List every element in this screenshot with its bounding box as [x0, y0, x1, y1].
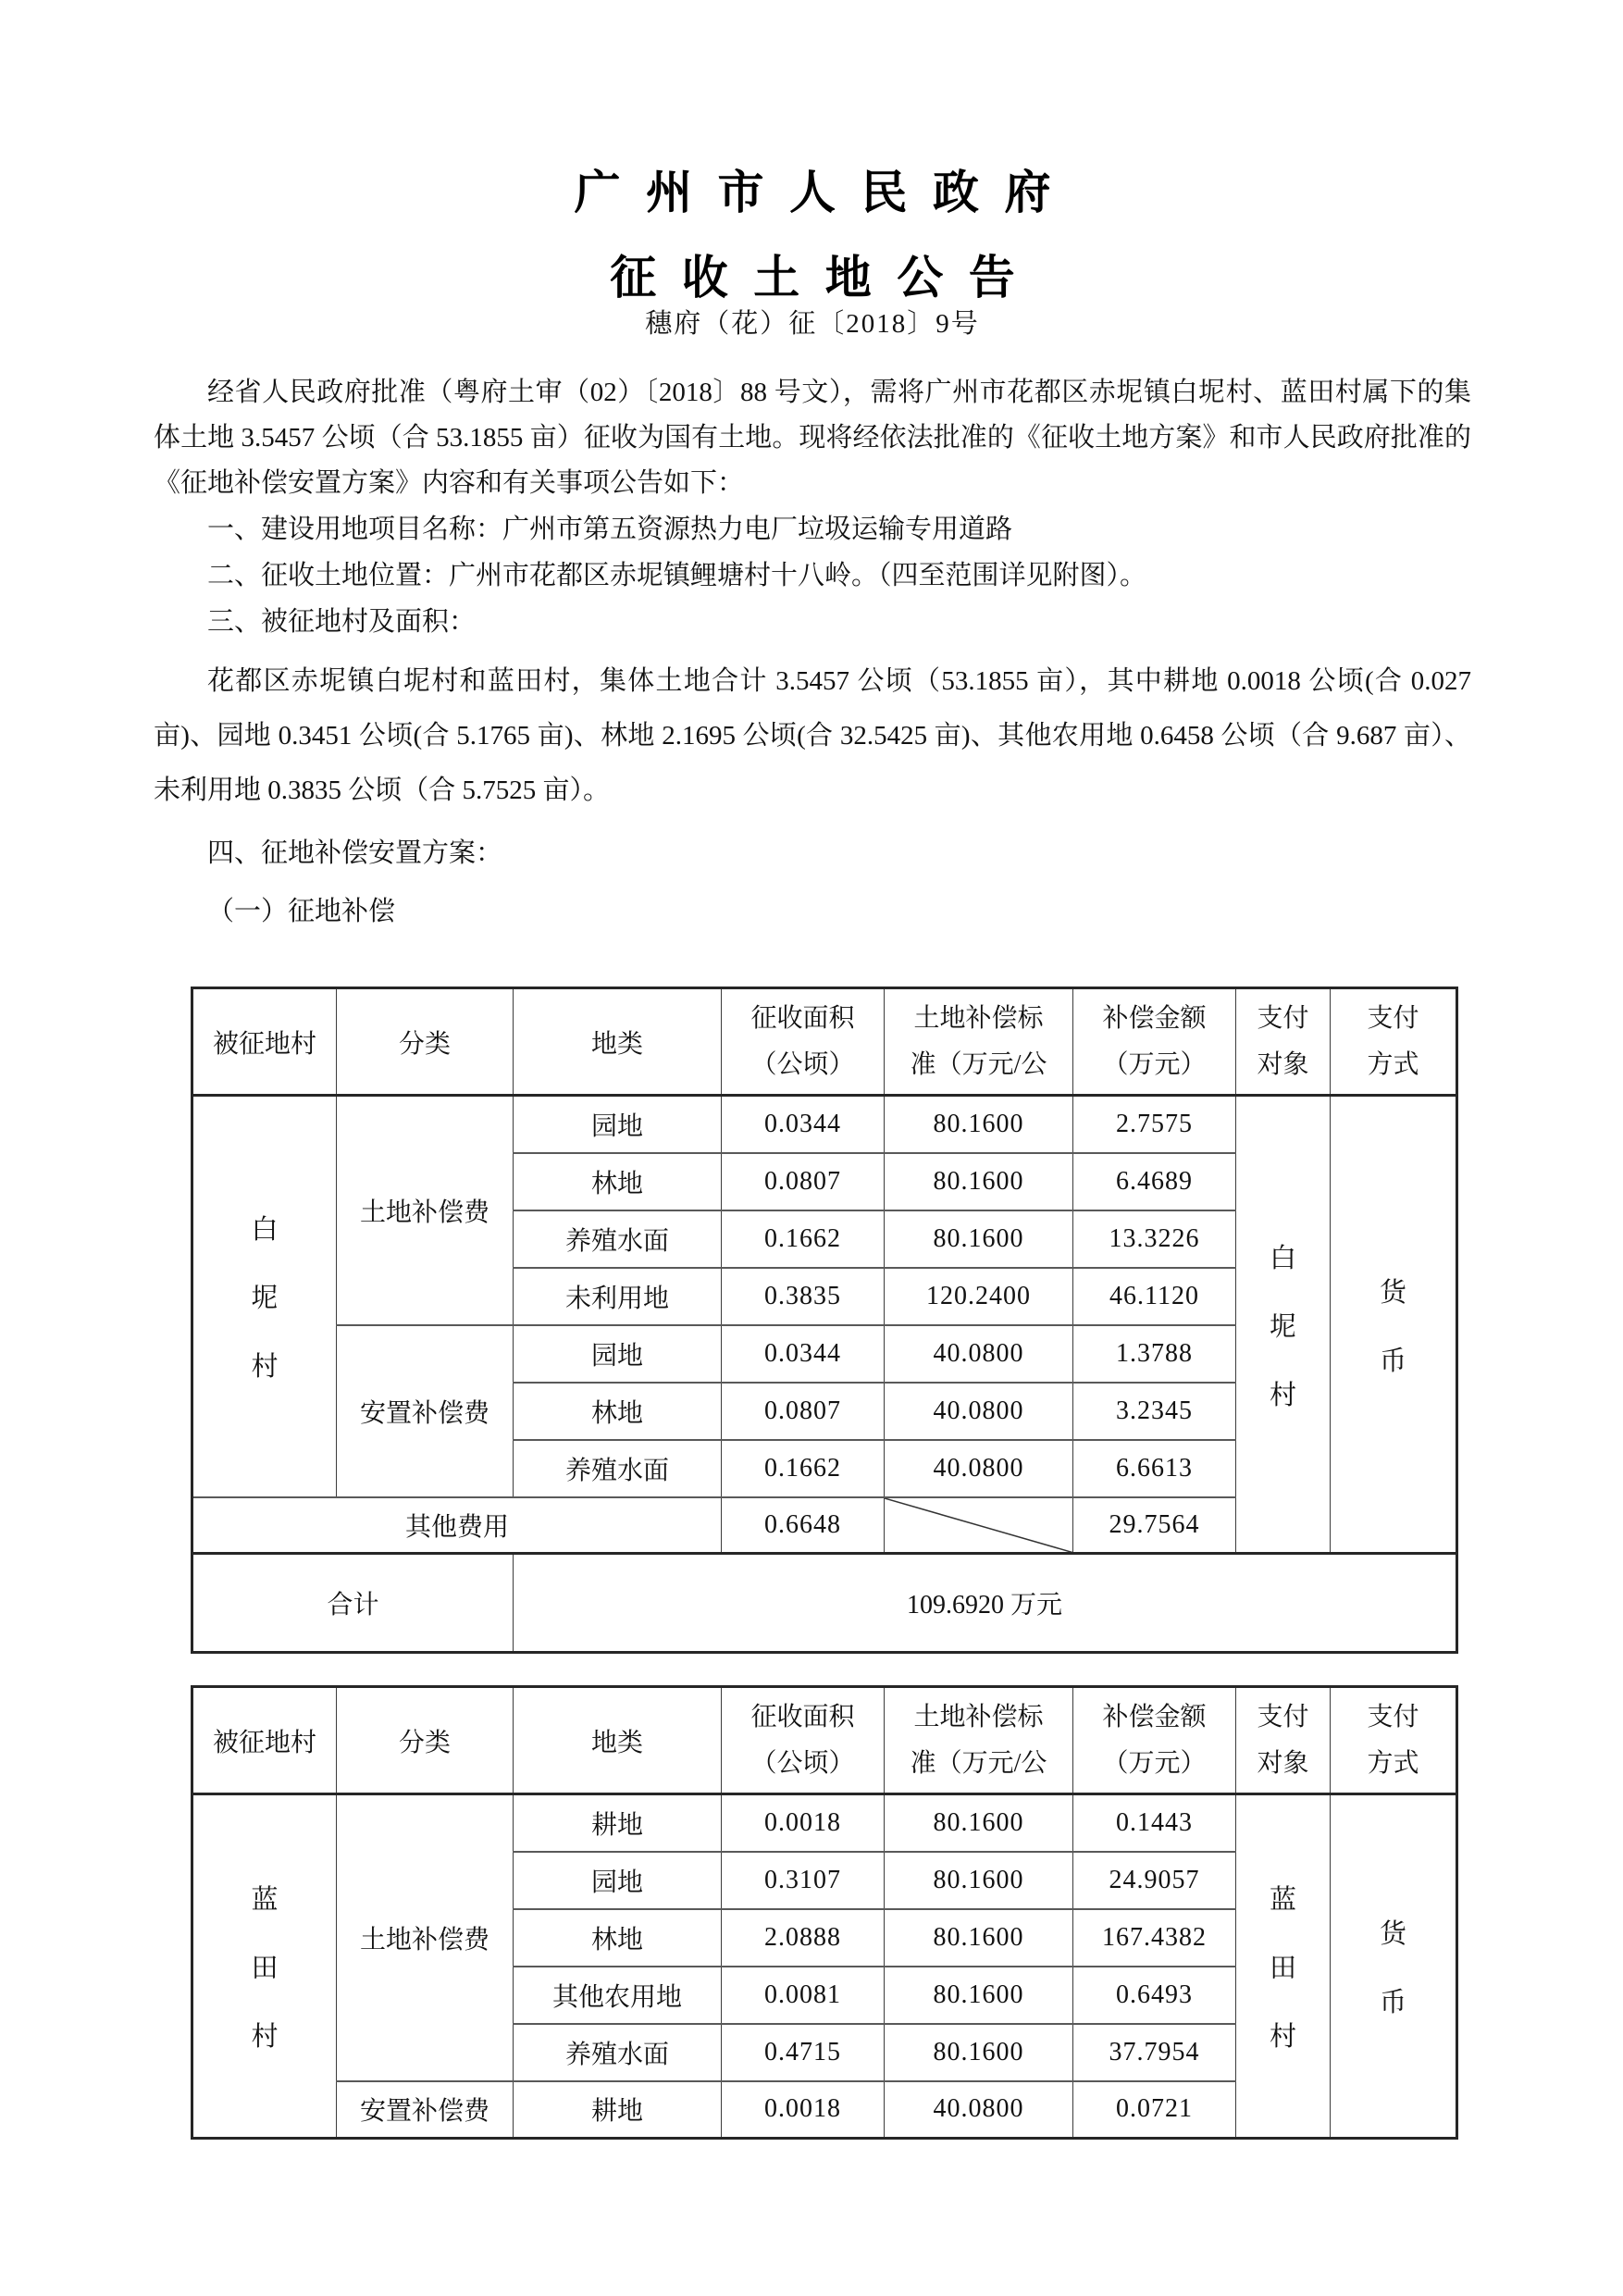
amount-cell: 167.4382	[1073, 1909, 1236, 1967]
header-payee-line2: 对象	[1257, 1748, 1309, 1778]
land-type-cell: 养殖水面	[514, 1210, 722, 1268]
area-cell: 0.1662	[722, 1210, 885, 1268]
standard-cell: 80.1600	[885, 2024, 1073, 2081]
header-payee-line1: 支付	[1257, 1003, 1309, 1033]
village-cell	[192, 1096, 337, 1497]
header-standard-line2: 准（万元/公	[910, 1049, 1047, 1079]
pay-method-cell	[1331, 1794, 1457, 2139]
amount-cell: 46.1120	[1073, 1268, 1236, 1325]
header-payee	[1236, 988, 1331, 1096]
total-label-cell: 合计	[192, 1554, 514, 1653]
compensation-table-bainicun	[191, 987, 1458, 1654]
land-type-cell: 林地	[514, 1909, 722, 1967]
village-char: 白	[251, 1215, 279, 1246]
payee-char: 田	[1269, 1954, 1296, 1983]
standard-cell: 80.1600	[885, 1909, 1073, 1967]
standard-cell: 40.0800	[885, 2081, 1073, 2139]
paragraph-intro: 经省人民政府批准（粤府土审（02）〔2018〕88 号文），需将广州市花都区赤坭镇白坭村、蓝田村属下的集体土地 3.5457 公顷（合 53.1855 亩）征收为国有土地。现将经依法批准的《征收土地方案》和市人民政府批准的《征地补偿安置方案》内容和有关事项公告如下：	[154, 378, 1471, 498]
land-type-cell: 耕地	[514, 1794, 722, 1852]
paragraph-area-detail: 花都区赤坭镇白坭村和蓝田村，集体土地合计 3.5457 公顷（53.1855 亩），其中耕地 0.0018 公顷(合 0.027 亩)、园地 0.3451 公顷(合 5.1765 亩)、林地 2.1695 公顷(合 32.5425 亩)、其他农用地 0.6458 公顷（合 9.687 亩）、未利用地 0.3835 公顷（合 5.7525 亩）。	[154, 666, 1471, 805]
area-cell: 0.0018	[722, 2081, 885, 2139]
header-pay-method-line1: 支付	[1367, 1702, 1419, 1731]
header-standard	[885, 988, 1073, 1096]
table-header-row	[192, 1687, 1457, 1794]
table-row	[192, 1096, 1457, 1153]
payee-char: 蓝	[1269, 1885, 1296, 1915]
diagonal-cell	[885, 1497, 1073, 1554]
pay-method-char: 货	[1379, 1277, 1406, 1308]
amount-cell: 0.0721	[1073, 2081, 1236, 2139]
standard-cell: 80.1600	[885, 1153, 1073, 1210]
standard-cell: 40.0800	[885, 1325, 1073, 1383]
amount-cell: 24.9057	[1073, 1852, 1236, 1909]
header-standard-line1: 土地补偿标	[913, 1003, 1044, 1033]
header-area-line1: 征收面积	[750, 1702, 855, 1731]
amount-cell: 37.7954	[1073, 2024, 1236, 2081]
standard-cell: 40.0800	[885, 1383, 1073, 1440]
payee-cell	[1236, 1794, 1331, 2139]
area-cell: 0.0344	[722, 1096, 885, 1153]
area-cell: 0.0807	[722, 1383, 885, 1440]
list-item-villages-area: 三、被征地村及面积：	[207, 607, 477, 637]
area-cell: 0.4715	[722, 2024, 885, 2081]
village-char: 村	[251, 1352, 279, 1383]
table-header-row	[192, 988, 1457, 1096]
village-char: 田	[251, 1954, 279, 1983]
header-area-line1: 征收面积	[750, 1003, 855, 1033]
area-cell: 2.0888	[722, 1909, 885, 1967]
land-type-cell: 耕地	[514, 2081, 722, 2139]
village-char: 坭	[251, 1284, 279, 1314]
amount-cell: 3.2345	[1073, 1383, 1236, 1440]
amount-cell: 0.6493	[1073, 1967, 1236, 2024]
pay-method-char: 货	[1379, 1919, 1406, 1949]
payee-cell	[1236, 1096, 1331, 1554]
pay-method-char: 币	[1379, 1346, 1406, 1376]
header-village: 被征地村	[192, 1687, 337, 1794]
category-cell: 土地补偿费	[337, 1096, 514, 1325]
table-row	[192, 1794, 1457, 1852]
land-type-cell: 园地	[514, 1852, 722, 1909]
header-village: 被征地村	[192, 988, 337, 1096]
header-pay-method-line2: 方式	[1367, 1748, 1419, 1778]
page-subtitle: 征收土地公告	[610, 252, 1041, 304]
land-type-cell: 养殖水面	[514, 1440, 722, 1497]
header-category: 分类	[337, 1687, 514, 1794]
header-amount-line2: （万元）	[1102, 1748, 1207, 1778]
header-area	[722, 1687, 885, 1794]
area-cell: 0.0081	[722, 1967, 885, 2024]
standard-cell: 40.0800	[885, 1440, 1073, 1497]
area-cell: 0.1662	[722, 1440, 885, 1497]
area-cell: 0.3107	[722, 1852, 885, 1909]
amount-cell: 0.1443	[1073, 1794, 1236, 1852]
header-land-type: 地类	[514, 1687, 722, 1794]
area-cell: 0.0018	[722, 1794, 885, 1852]
other-fee-label-cell: 其他费用	[192, 1497, 722, 1554]
header-standard	[885, 1687, 1073, 1794]
village-cell	[192, 1794, 337, 2139]
diagonal-line	[885, 1498, 1072, 1553]
pay-method-char: 币	[1379, 1988, 1406, 2017]
doc-number: 穗府（花）征〔2018〕9号	[645, 309, 980, 339]
header-standard-line2: 准（万元/公	[910, 1748, 1047, 1778]
amount-cell: 6.6613	[1073, 1440, 1236, 1497]
header-land-type: 地类	[514, 988, 722, 1096]
standard-cell: 120.2400	[885, 1268, 1073, 1325]
header-amount-line2: （万元）	[1102, 1049, 1207, 1079]
header-pay-method	[1331, 1687, 1457, 1794]
other-fee-amount-cell: 29.7564	[1073, 1497, 1236, 1554]
total-row	[192, 1554, 1457, 1653]
list-item-project-name: 一、建设用地项目名称：广州市第五资源热力电厂垃圾运输专用道路	[207, 515, 1013, 544]
standard-cell: 80.1600	[885, 1967, 1073, 2024]
amount-cell: 6.4689	[1073, 1153, 1236, 1210]
header-area-line2: （公顷）	[750, 1748, 855, 1778]
header-amount	[1073, 1687, 1236, 1794]
header-standard-line1: 土地补偿标	[913, 1702, 1044, 1731]
standard-cell: 80.1600	[885, 1852, 1073, 1909]
header-pay-method-line2: 方式	[1367, 1049, 1419, 1079]
land-type-cell: 园地	[514, 1325, 722, 1383]
amount-cell: 1.3788	[1073, 1325, 1236, 1383]
list-item-land-location: 二、征收土地位置：广州市花都区赤坭镇鲤塘村十八岭。（四至范围详见附图）。	[207, 561, 1147, 590]
payee-char: 坭	[1269, 1311, 1296, 1342]
payee-char: 村	[1269, 2022, 1296, 2052]
header-amount	[1073, 988, 1236, 1096]
header-area	[722, 988, 885, 1096]
header-category: 分类	[337, 988, 514, 1096]
header-amount-line1: 补偿金额	[1102, 1702, 1207, 1731]
total-value-cell: 109.6920 万元	[514, 1554, 1457, 1653]
category-cell: 安置补偿费	[337, 2081, 514, 2139]
list-item-compensation-plan: 四、征地补偿安置方案：	[207, 838, 503, 868]
header-pay-method	[1331, 988, 1457, 1096]
category-cell: 安置补偿费	[337, 1325, 514, 1497]
header-payee	[1236, 1687, 1331, 1794]
area-cell: 0.0807	[722, 1153, 885, 1210]
header-payee-line1: 支付	[1257, 1702, 1309, 1731]
page-title: 广州市人民政府	[574, 167, 1076, 218]
land-type-cell: 园地	[514, 1096, 722, 1153]
area-cell: 0.3835	[722, 1268, 885, 1325]
land-type-cell: 其他农用地	[514, 1967, 722, 2024]
amount-cell: 13.3226	[1073, 1210, 1236, 1268]
header-amount-line1: 补偿金额	[1102, 1003, 1207, 1033]
village-char: 蓝	[251, 1885, 279, 1915]
standard-cell: 80.1600	[885, 1794, 1073, 1852]
header-area-line2: （公顷）	[750, 1049, 855, 1079]
compensation-table-lantiancun	[191, 1685, 1458, 2140]
category-cell: 土地补偿费	[337, 1794, 514, 2081]
list-item-land-compensation: （一）征地补偿	[207, 897, 396, 926]
amount-cell: 2.7575	[1073, 1096, 1236, 1153]
standard-cell: 80.1600	[885, 1210, 1073, 1268]
header-payee-line2: 对象	[1257, 1049, 1309, 1079]
payee-char: 白	[1269, 1243, 1296, 1273]
payee-char: 村	[1269, 1380, 1296, 1410]
pay-method-cell	[1331, 1096, 1457, 1554]
standard-cell: 80.1600	[885, 1096, 1073, 1153]
numbered-items	[154, 506, 1471, 645]
other-fee-area-cell: 0.6648	[722, 1497, 885, 1554]
land-type-cell: 未利用地	[514, 1268, 722, 1325]
land-type-cell: 养殖水面	[514, 2024, 722, 2081]
village-char: 村	[251, 2022, 279, 2052]
land-type-cell: 林地	[514, 1383, 722, 1440]
header-pay-method-line1: 支付	[1367, 1003, 1419, 1033]
land-type-cell: 林地	[514, 1153, 722, 1210]
area-cell: 0.0344	[722, 1325, 885, 1383]
